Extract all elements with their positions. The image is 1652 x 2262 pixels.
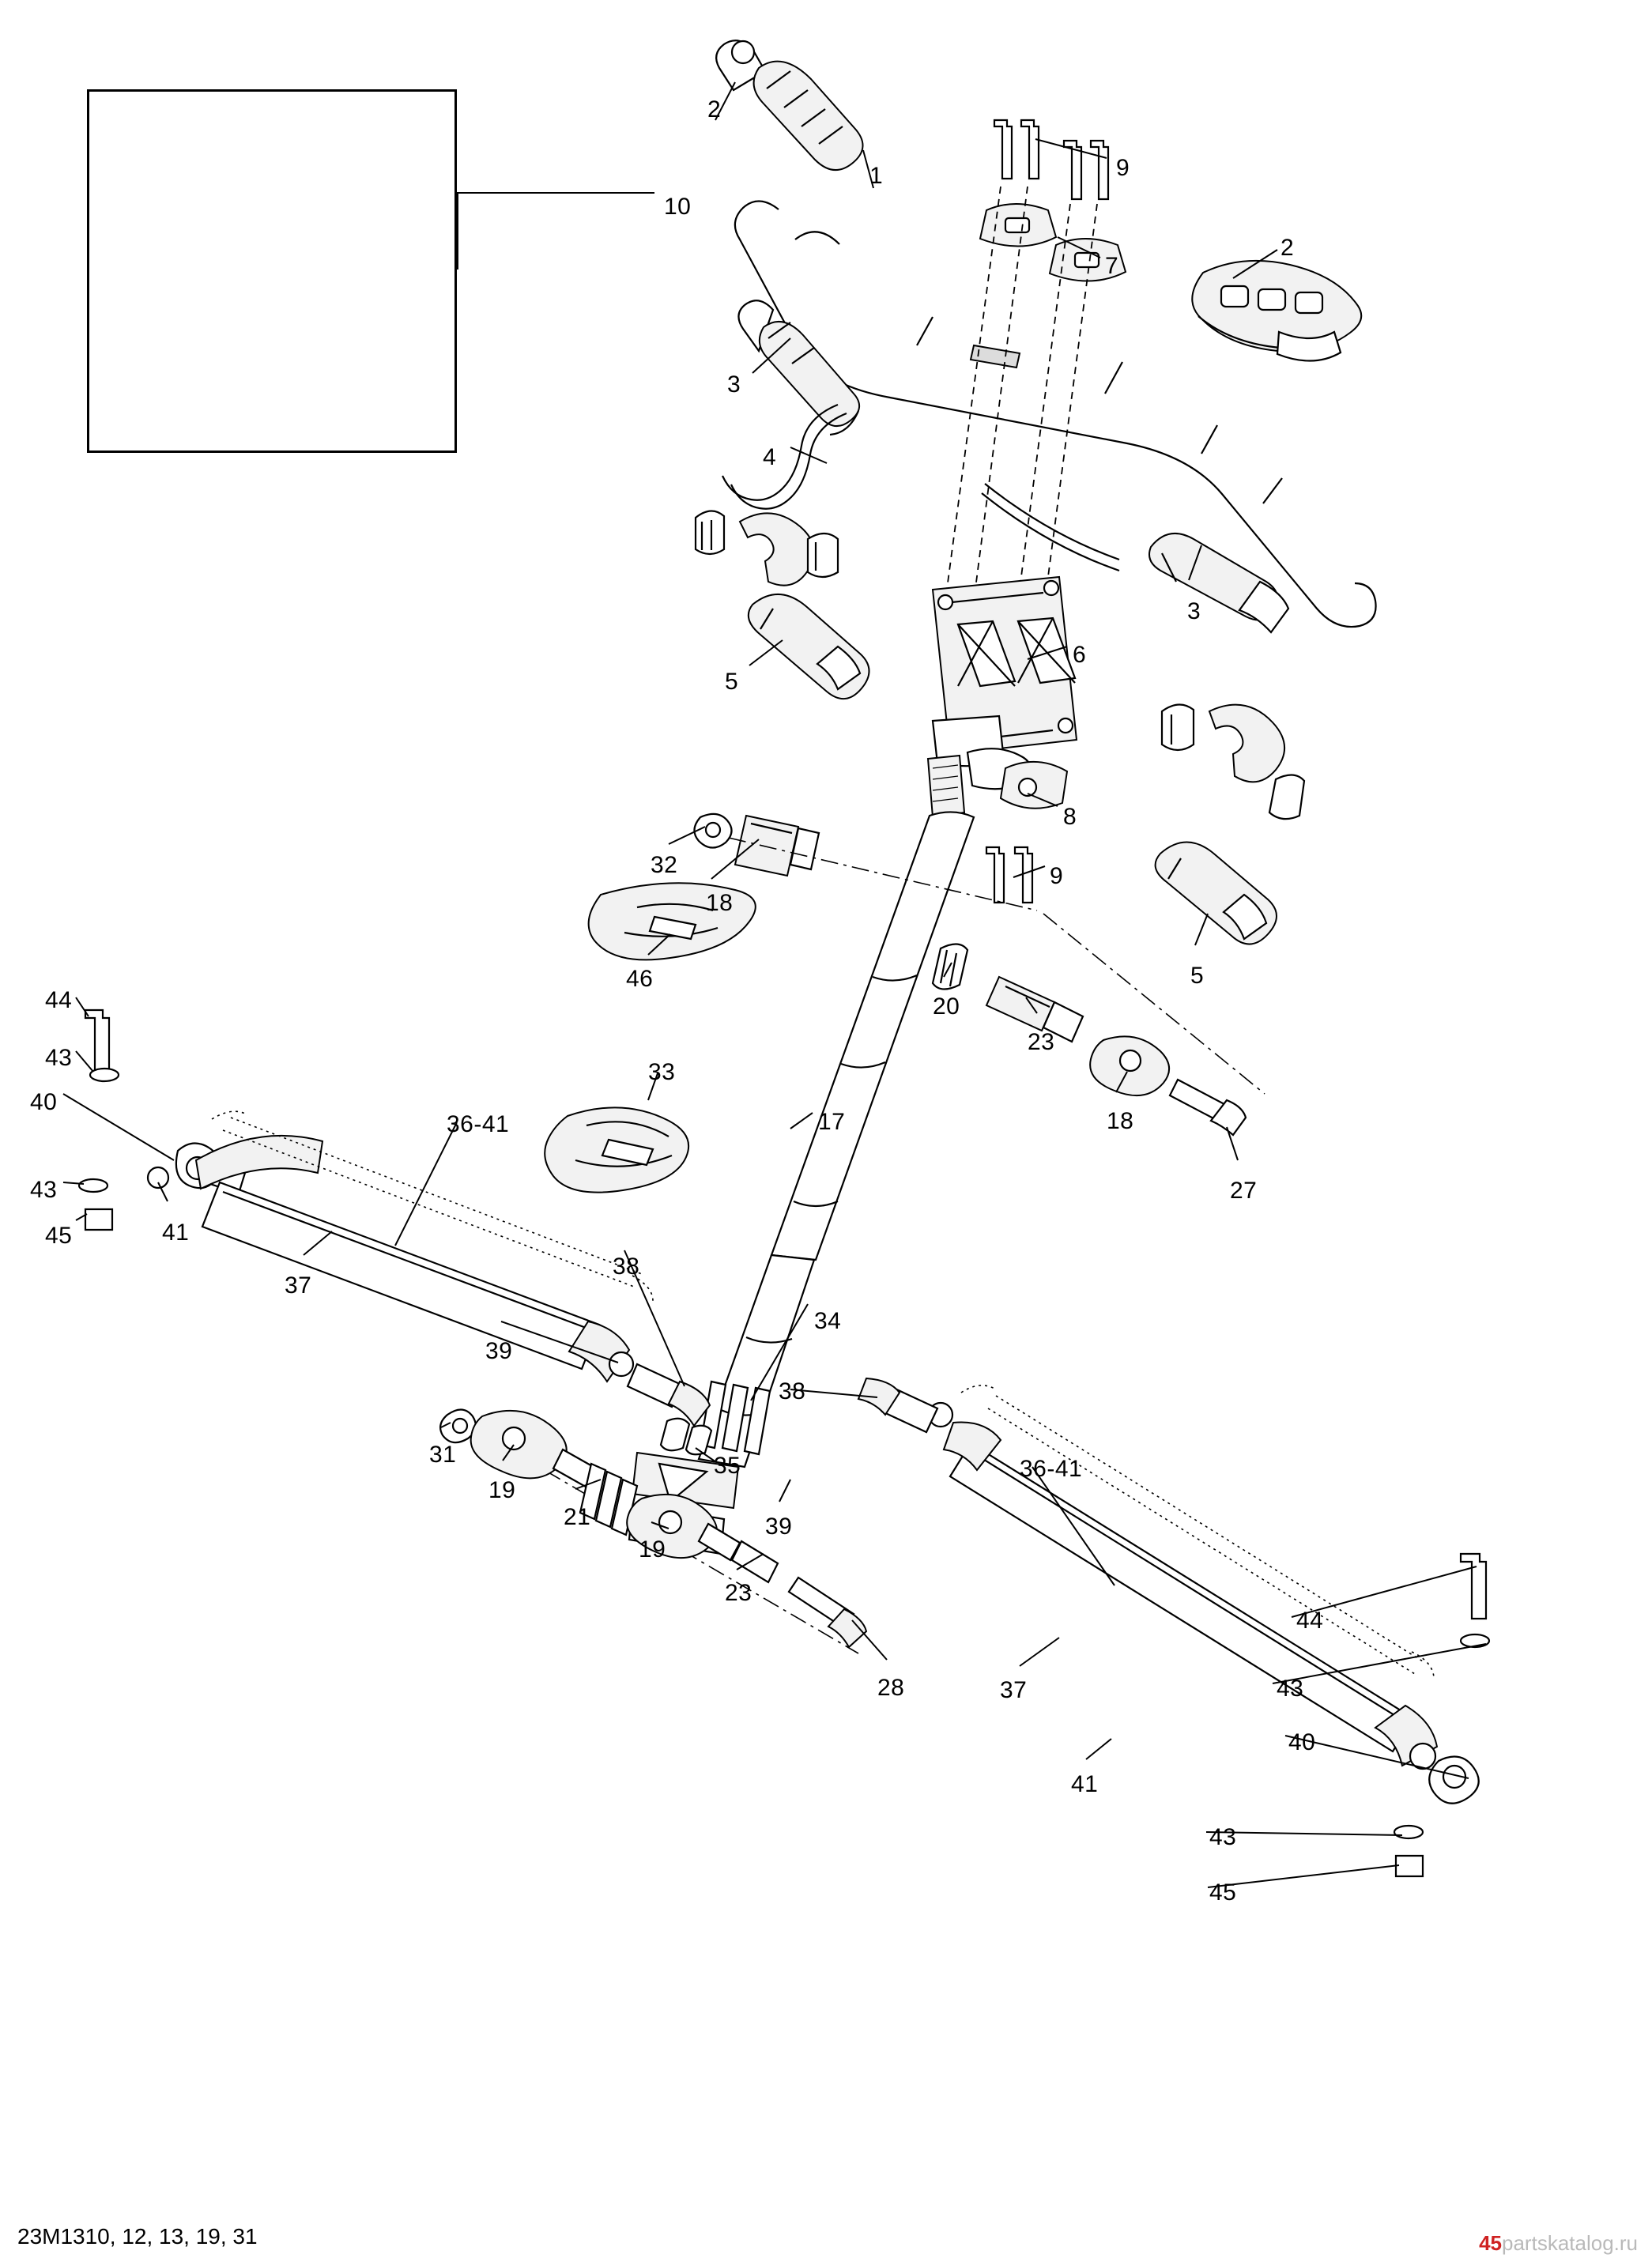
callout-36-41-c3641-r: 36-41 <box>1020 1456 1083 1482</box>
callout-43-c43-a: 43 <box>45 1045 73 1071</box>
callout-6-c6: 6 <box>1073 642 1087 668</box>
callout-38-c38-left: 38 <box>613 1254 640 1280</box>
watermark-text: partskatalog.ru <box>1502 2231 1638 2255</box>
handlebar-grip-right-art <box>1192 261 1361 361</box>
callout-23-c23-top: 23 <box>1028 1029 1055 1055</box>
callout-43-c43-c: 43 <box>1277 1676 1304 1702</box>
callout-39-c39-left: 39 <box>485 1338 513 1364</box>
watermark <box>1479 2231 1638 2256</box>
callout-17-c17: 17 <box>818 1109 846 1135</box>
callout-27-c27: 27 <box>1230 1178 1258 1204</box>
callout-31-c31: 31 <box>429 1442 457 1468</box>
callout-3-c3-left: 3 <box>727 371 741 398</box>
callout-5-c5-left: 5 <box>725 669 739 695</box>
tie-rod-right-art <box>933 914 1265 1135</box>
pad-33-art <box>545 1107 688 1192</box>
callout-44-c44-left: 44 <box>45 987 73 1013</box>
steering-rod-left-art <box>79 1010 710 1426</box>
callout-39-c39-right: 39 <box>765 1514 793 1540</box>
callout-40-c40-right: 40 <box>1288 1729 1316 1755</box>
hose-parts-right-art <box>1156 704 1304 944</box>
callout-21-c21: 21 <box>564 1504 591 1530</box>
callout-4-c4: 4 <box>763 444 777 470</box>
watermark-prefix: 45 <box>1479 2231 1503 2255</box>
harness-clip-art <box>700 1382 770 1454</box>
callout-45-c45-right: 45 <box>1209 1879 1237 1906</box>
callout-33-c33: 33 <box>648 1059 676 1085</box>
connector-left-art <box>694 814 819 876</box>
callout-44-c44-right: 44 <box>1296 1608 1324 1634</box>
callout-38-c38-right: 38 <box>779 1378 806 1404</box>
handlebar-grip-top-art <box>716 40 862 170</box>
callout-41-c41-right: 41 <box>1071 1771 1099 1797</box>
callout-35-c35: 35 <box>714 1453 741 1479</box>
callout-34-c34: 34 <box>814 1308 842 1334</box>
callout-1-c1: 1 <box>869 163 884 189</box>
callout-43-c43-d: 43 <box>1209 1824 1237 1850</box>
callout-2-c2-top: 2 <box>707 96 722 123</box>
callout-7-c7: 7 <box>1105 253 1119 279</box>
callout-40-c40-left: 40 <box>30 1089 58 1115</box>
callout-19-c19-b: 19 <box>639 1536 666 1563</box>
callout-23-c23-bot: 23 <box>725 1580 752 1606</box>
callout-41-c41-left: 41 <box>162 1220 190 1246</box>
callout-32-c32: 32 <box>651 852 678 878</box>
callout-37-c37-right: 37 <box>1000 1677 1028 1703</box>
callout-46-c46: 46 <box>626 966 654 992</box>
callout-28-c28: 28 <box>877 1675 905 1701</box>
callout-19-c19-a: 19 <box>488 1477 516 1503</box>
callout-9-c9-top: 9 <box>1116 155 1130 181</box>
callout-10: 10 <box>664 194 692 220</box>
diagram-code: 23M1310, 12, 13, 19, 31 <box>17 2224 258 2249</box>
callout-5-c5-right: 5 <box>1190 963 1205 989</box>
callout-36-41-c3641-l: 36-41 <box>447 1111 510 1137</box>
callout-37-c37-left: 37 <box>285 1272 312 1299</box>
callout-43-c43-b: 43 <box>30 1177 58 1203</box>
steering-rod-right-art <box>858 1378 1489 1876</box>
hose-parts-left-art <box>696 511 869 699</box>
callout-20-c20: 20 <box>933 993 960 1020</box>
callout-45-c45-left: 45 <box>45 1223 73 1249</box>
callout-8-c8: 8 <box>1063 804 1077 830</box>
lower-linkage-art <box>440 1409 866 1653</box>
callout-18-c18-left: 18 <box>706 890 734 916</box>
callout-9-c9-mid: 9 <box>1050 863 1064 889</box>
inset-frame <box>87 89 457 453</box>
callout-3-c3-right: 3 <box>1187 598 1201 624</box>
callout-2-c2-right: 2 <box>1280 235 1295 261</box>
callout-18-c18-right: 18 <box>1107 1108 1134 1134</box>
